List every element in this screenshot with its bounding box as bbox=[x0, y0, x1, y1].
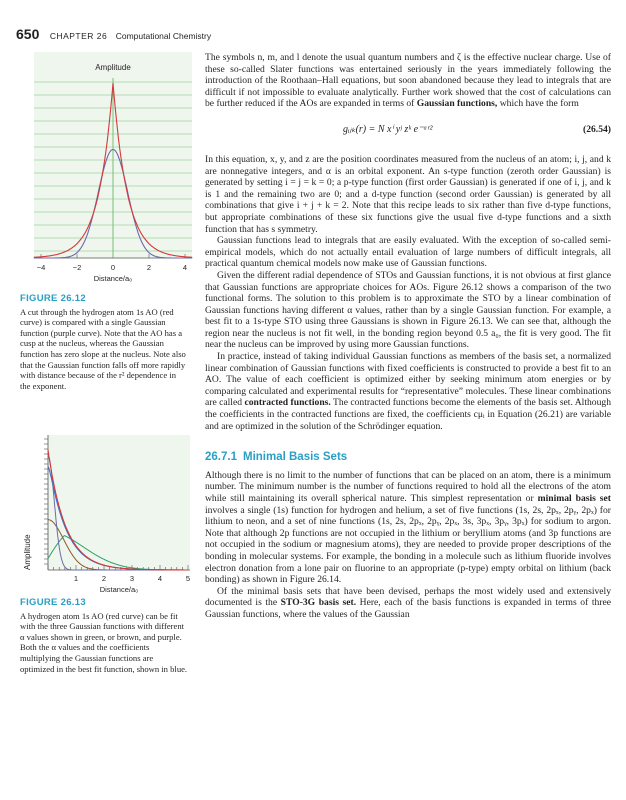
x-tick-label: 4 bbox=[182, 263, 188, 272]
caption-text: A hydrogen atom 1s AO (red curve) can be fit with the three Gaussian functions with different α values shown in green, or brown, and purple. Both the α values and the coefficients multiplying the Gaussian functions are optimized in the best fit function, shown in blue. bbox=[20, 610, 188, 674]
equation-number: (26.54) bbox=[583, 123, 611, 135]
figure-26-12-caption bbox=[20, 294, 188, 391]
xlabel: Distance/a₀ bbox=[93, 274, 133, 283]
chapter-title: Computational Chemistry bbox=[115, 31, 212, 41]
x-tick-label: −4 bbox=[36, 263, 46, 272]
section-heading: 26.7.1 Minimal Basis Sets bbox=[205, 451, 348, 464]
figure-26-13-caption bbox=[20, 598, 188, 674]
main-text-column bbox=[205, 52, 611, 621]
x-tick-label: 4 bbox=[157, 574, 163, 583]
x-tick-label: −2 bbox=[72, 263, 82, 272]
equation-body: gᵢⱼₖ(r) = N xⁱ yʲ zᵏ e⁻ᵅʳ² bbox=[343, 123, 433, 135]
figure-26-12-plot bbox=[22, 52, 194, 292]
x-tick-label: 1 bbox=[73, 574, 79, 583]
equation-26-54 bbox=[205, 116, 611, 146]
paragraph: In this equation, x, y, and z are the position coordinates measured from the nucleus of an atom; i, j, and k are nonnegative integers, and α is an orbital exponent. An s-type function (zeroth order Gaussian) is generated by setting i = j = k = 0; a p-type function (first order Gaussian) is generated if one of i, j, and k is 1 and the remaining two are 0; and a d-type function (second order Gaussian) is generated by all combinations that give i + j + k = 2. Note that this recipe leads to six rather than five d-type functions, but appropriate combinations of these six functions give the usual five d-type functions and a sixth function that has s symmetry. bbox=[205, 153, 611, 235]
caption-text: A cut through the hydrogen atom 1s AO (red curve) is compared with a single Gaussian function (purple curve). Note that the AO has a cusp at the nucleus, whereas the Gaussian function has zero slope at the nucleus. Note also that the Gaussian function falls off more rapidly with distance because of the r² dependence in the exponent. bbox=[20, 306, 186, 391]
x-tick-label: 2 bbox=[101, 574, 107, 583]
paragraph: Gaussian functions lead to integrals that are easily evaluated. With the exception of so-called semi-empirical models, which do not actually entail evaluation of large numbers of difficult integrals, all practical quantum chemical models now make use of Gaussian functions. bbox=[205, 235, 611, 270]
ylabel: Amplitude bbox=[95, 63, 131, 72]
x-tick-label: 0 bbox=[110, 263, 116, 272]
paragraph: Of the minimal basis sets that have been devised, perhaps the most widely used and extensively documented is the STO-3G basis set. Here, each of the basis functions is expanded in terms of three Gaussian functions, where the values of the Gaussian bbox=[205, 585, 612, 620]
x-tick-label: 2 bbox=[146, 263, 152, 272]
paragraph: In practice, instead of taking individual Gaussian functions as members of the basis set, a normalized linear combination of Gaussian functions with fixed coefficients is constructed to provide a best fit to an AO. The value of each coefficient is optimized either by seeking minimum atom energies or by comparing calculated and experimental results for “representative” molecules. These linear combinations are called contracted functions. The contracted functions become the elements of the basis set. Although the coefficients in the contracted functions are fixed, the coefficients cμᵢ in Equation (26.21) are variable and are optimized in the solution of the Schrödinger equation. bbox=[205, 351, 611, 432]
figure-26-13-plot bbox=[18, 435, 194, 595]
x-tick-label: 3 bbox=[129, 574, 135, 583]
page-header bbox=[16, 26, 211, 44]
xlabel: Distance/a₀ bbox=[99, 585, 139, 594]
paragraph: Although there is no limit to the number of functions that can be placed on an atom, there is a minimum number. The minimum number is the number of functions required to hold all the electrons of the atom while still maintaining its overall spherical nature. This simplest representation or minimal basis set involves a single (1s) function for hydrogen and helium, a set of five functions (1s, 2s, 2pₓ, 2pᵧ, 2pₓ) for lithium to neon, and a set of nine functions (1s, 2s, 2pₓ, 2pᵧ, 2pₓ, 3s, 3pₓ, 3pᵧ, 3pₓ) for sodium to argon. Note that although 2p functions are not occupied in the lithium or beryllium atoms (and 3p functions are not occupied in the sodium or magnesium atoms), they are needed to provide proper descriptions of the bonding in molecular systems. For example, the bonding in a molecule such as lithium fluoride involves electron donation from a lone pair on fluorine to an appropriate (p-type) empty orbital on lithium (back bonding) as shown in Figure 26.14. bbox=[205, 469, 611, 586]
x-tick-label: 5 bbox=[185, 574, 191, 583]
chapter-label: CHAPTER 26 bbox=[49, 31, 108, 41]
figure-title: FIGURE 26.12 bbox=[20, 293, 86, 304]
paragraph: The symbols n, m, and l denote the usual quantum numbers and ζ is the effective nuclear charge. Use of these so-called Slater functions was entertained seriously in the years immediately following the introduction of the Roothaan–Hall equations, but soon abandoned because they lead to integrals that are difficult if not impossible to evaluate analytically. Further work showed that the cost of calculations can be further reduced if the AOs are expanded in terms of Gaussian functions, which have the form bbox=[205, 52, 611, 110]
ylabel: Amplitude bbox=[23, 534, 32, 570]
paragraph: Given the different radial dependence of STOs and Gaussian functions, it is not obvious at first glance that Gaussian functions are appropriate choices for AOs. Figure 26.12 shows a comparison of the two functional forms. The solution to this problem is to approximate the STO by a linear combination of Gaussian functions having different α values, rather than by a single Gaussian function. For example, a best fit to a 1s-type STO using three Gaussians is shown in Figure 26.13. We can see that, although the region near the nucleus is not fit well, in the bonding region beyond 0.5 a₀, the fit is very good. The fit near the nucleus can be improved by using more Gaussian functions. bbox=[205, 269, 611, 351]
figure-title: FIGURE 26.13 bbox=[20, 597, 86, 608]
page-number: 650 bbox=[16, 26, 40, 42]
